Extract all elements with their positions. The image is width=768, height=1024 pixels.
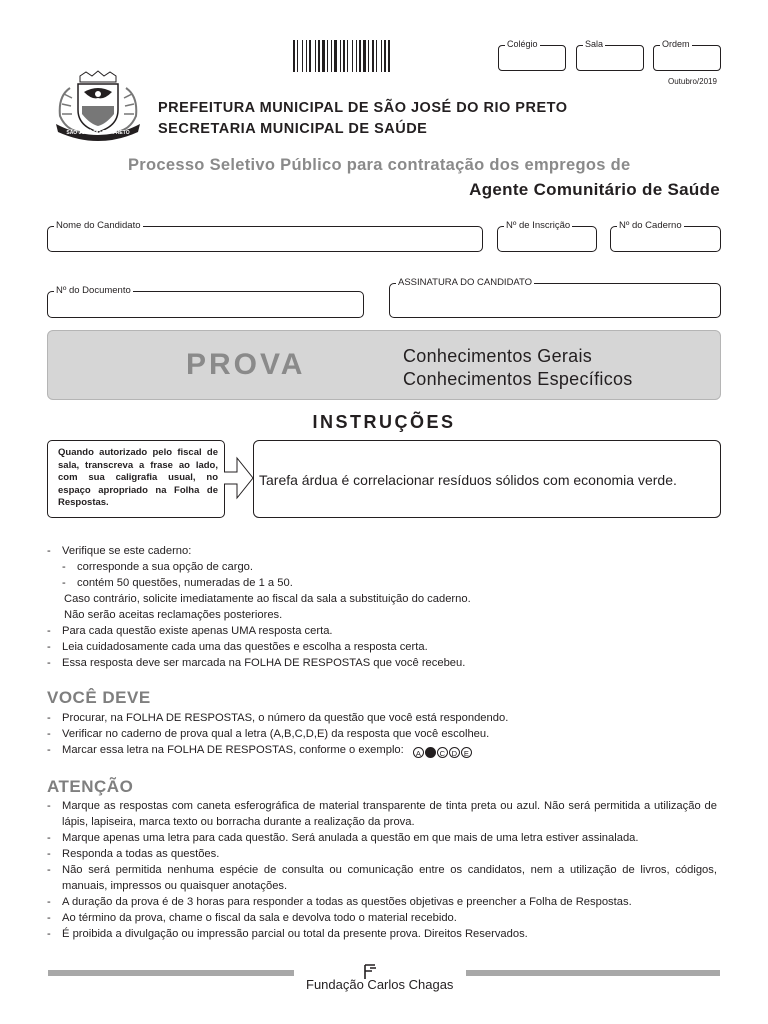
transcription-note: Quando autorizado pelo fiscal de sala, transcreva a frase ao lado, com sua caligrafia usual, no espaço apropriado na Folha de Respostas. (58, 447, 218, 508)
candidate-name-label: Nome do Candidato (56, 220, 141, 231)
barcode-bar (322, 40, 325, 72)
instructions-list (47, 543, 471, 671)
list-item: - É proibida a divulgação ou impressão parcial ou total da presente prova. Direitos Reservados. (47, 928, 528, 940)
subject-general: Conhecimentos Gerais (403, 346, 593, 366)
voce-deve-list (47, 710, 508, 761)
exam-word: PROVA (186, 348, 306, 381)
footer-org-name: Fundação Carlos Chagas (306, 977, 454, 992)
phrase-to-transcribe: Tarefa árdua é correlacionar resíduos sólidos com economia verde. (259, 472, 677, 488)
list-item: - Verifique se este caderno: (47, 545, 192, 557)
list-item: - Não será permitida nenhuma espécie de consulta ou comunicação entre os candidatos, nem a utilização de livros, códigos, manuais, impressos ou quaisquer anotações. (47, 864, 717, 892)
list-item: - Verificar no caderno de prova qual a letra (A,B,C,D,E) da resposta que você escolheu. (47, 728, 490, 740)
barcode-bar (334, 40, 337, 72)
list-item: Não serão aceitas reclamações posteriores. (64, 609, 283, 621)
list-item: - Marcar essa letra na FOLHA DE RESPOSTAS, conforme o exemplo: A B C D E (47, 742, 508, 761)
booklet-number-field[interactable] (610, 220, 721, 252)
footer-bar-right (466, 970, 720, 976)
barcode-bar (388, 40, 390, 72)
barcode-bar (384, 40, 386, 72)
ordem-label: Ordem (662, 39, 690, 49)
barcode-bar (318, 40, 320, 72)
barcode-bar (331, 40, 332, 72)
footer-bar-left (48, 970, 294, 976)
signature-label: ASSINATURA DO CANDIDATO (398, 277, 533, 288)
barcode-bar (293, 40, 295, 72)
colegio-box (498, 39, 566, 71)
ordem-box (653, 39, 721, 71)
barcode-bar (372, 40, 374, 72)
subject-specific: Conhecimentos Específicos (403, 369, 633, 389)
list-item: - A duração da prova é de 3 horas para responder a todas as questões objetivas e preencher a Folha de Respostas. (47, 896, 632, 908)
position-title: Agente Comunitário de Saúde (469, 180, 720, 199)
document-number-label: Nº do Documento (56, 285, 131, 296)
barcode-bar (340, 40, 341, 72)
barcode-bar (327, 40, 328, 72)
barcode-bar (309, 40, 311, 72)
voce-deve-title: VOCÊ DEVE (47, 688, 151, 707)
barcode-bar (302, 40, 303, 72)
atencao-list (47, 798, 717, 942)
list-item: - Marque as respostas com caneta esferográfica de material transparente de tinta preta ou azul. Não será permitida a utilização de lápis, lapiseira, marca texto ou borracha durante a realização da prova. (47, 800, 717, 828)
barcode-bar (297, 40, 298, 72)
answer-bubble-a: A (413, 747, 424, 758)
barcode-bar (363, 40, 366, 72)
barcode-bar (376, 40, 377, 72)
barcode-bar (368, 40, 369, 72)
candidate-name-field[interactable] (47, 220, 483, 252)
instructions-title: INSTRUÇÕES (312, 412, 456, 432)
atencao-title: ATENÇÃO (47, 777, 134, 796)
answer-bubble-c: C (437, 747, 448, 758)
list-item: - Ao término da prova, chame o fiscal da sala e devolva todo o material recebido. (47, 912, 457, 924)
signature-field[interactable] (389, 277, 721, 318)
registration-number-field[interactable] (497, 220, 597, 252)
barcode-bar (315, 40, 316, 72)
colegio-label: Colégio (507, 39, 538, 49)
list-item: - Responda a todas as questões. (47, 848, 220, 860)
list-item: - Procurar, na FOLHA DE RESPOSTAS, o número da questão que você está respondendo. (47, 712, 509, 724)
coat-of-arms-logo (50, 70, 146, 142)
answer-bubble-e: E (461, 747, 472, 758)
list-item: - Para cada questão existe apenas UMA resposta certa. (47, 625, 333, 637)
sala-box (576, 39, 644, 71)
barcode-bar (347, 40, 348, 72)
prefeitura-title: PREFEITURA MUNICIPAL DE SÃO JOSÉ DO RIO PRETO (158, 100, 568, 116)
list-item: Caso contrário, solicite imediatamente ao fiscal da sala a substituição do caderno. (64, 593, 471, 605)
list-item: - corresponde a sua opção de cargo. (62, 561, 254, 573)
coat-text: SÃO JOSÉ DO RIO PRETO (66, 130, 130, 136)
answer-bubble-d: D (449, 747, 460, 758)
barcode-bar (356, 40, 357, 72)
barcode-bar (381, 40, 382, 72)
list-item: - contém 50 questões, numeradas de 1 a 50. (62, 577, 293, 589)
exam-date: Outubro/2019 (668, 77, 717, 86)
secretaria-title: SECRETARIA MUNICIPAL DE SAÚDE (158, 121, 428, 137)
arrow-right-icon (223, 452, 255, 504)
barcode-bar (352, 40, 353, 72)
document-number-field[interactable] (47, 285, 364, 318)
barcode-bar (343, 40, 345, 72)
process-title: Processo Seletivo Público para contratação dos empregos de (128, 156, 631, 174)
answer-example (413, 745, 473, 761)
answer-bubble-b-filled: B (425, 747, 436, 758)
registration-number-label: Nº de Inscrição (506, 220, 571, 231)
sala-label: Sala (585, 39, 604, 49)
barcode-bar (306, 40, 307, 72)
booklet-number-label: Nº do Caderno (619, 220, 682, 231)
list-item: - Marque apenas uma letra para cada questão. Será anulada a questão em que mais de uma letra estiver assinalada. (47, 832, 639, 844)
barcode (293, 40, 468, 72)
barcode-bar (359, 40, 361, 72)
list-item: - Leia cuidadosamente cada uma das questões e escolha a resposta certa. (47, 641, 428, 653)
list-item: - Essa resposta deve ser marcada na FOLHA DE RESPOSTAS que você recebeu. (47, 657, 466, 669)
